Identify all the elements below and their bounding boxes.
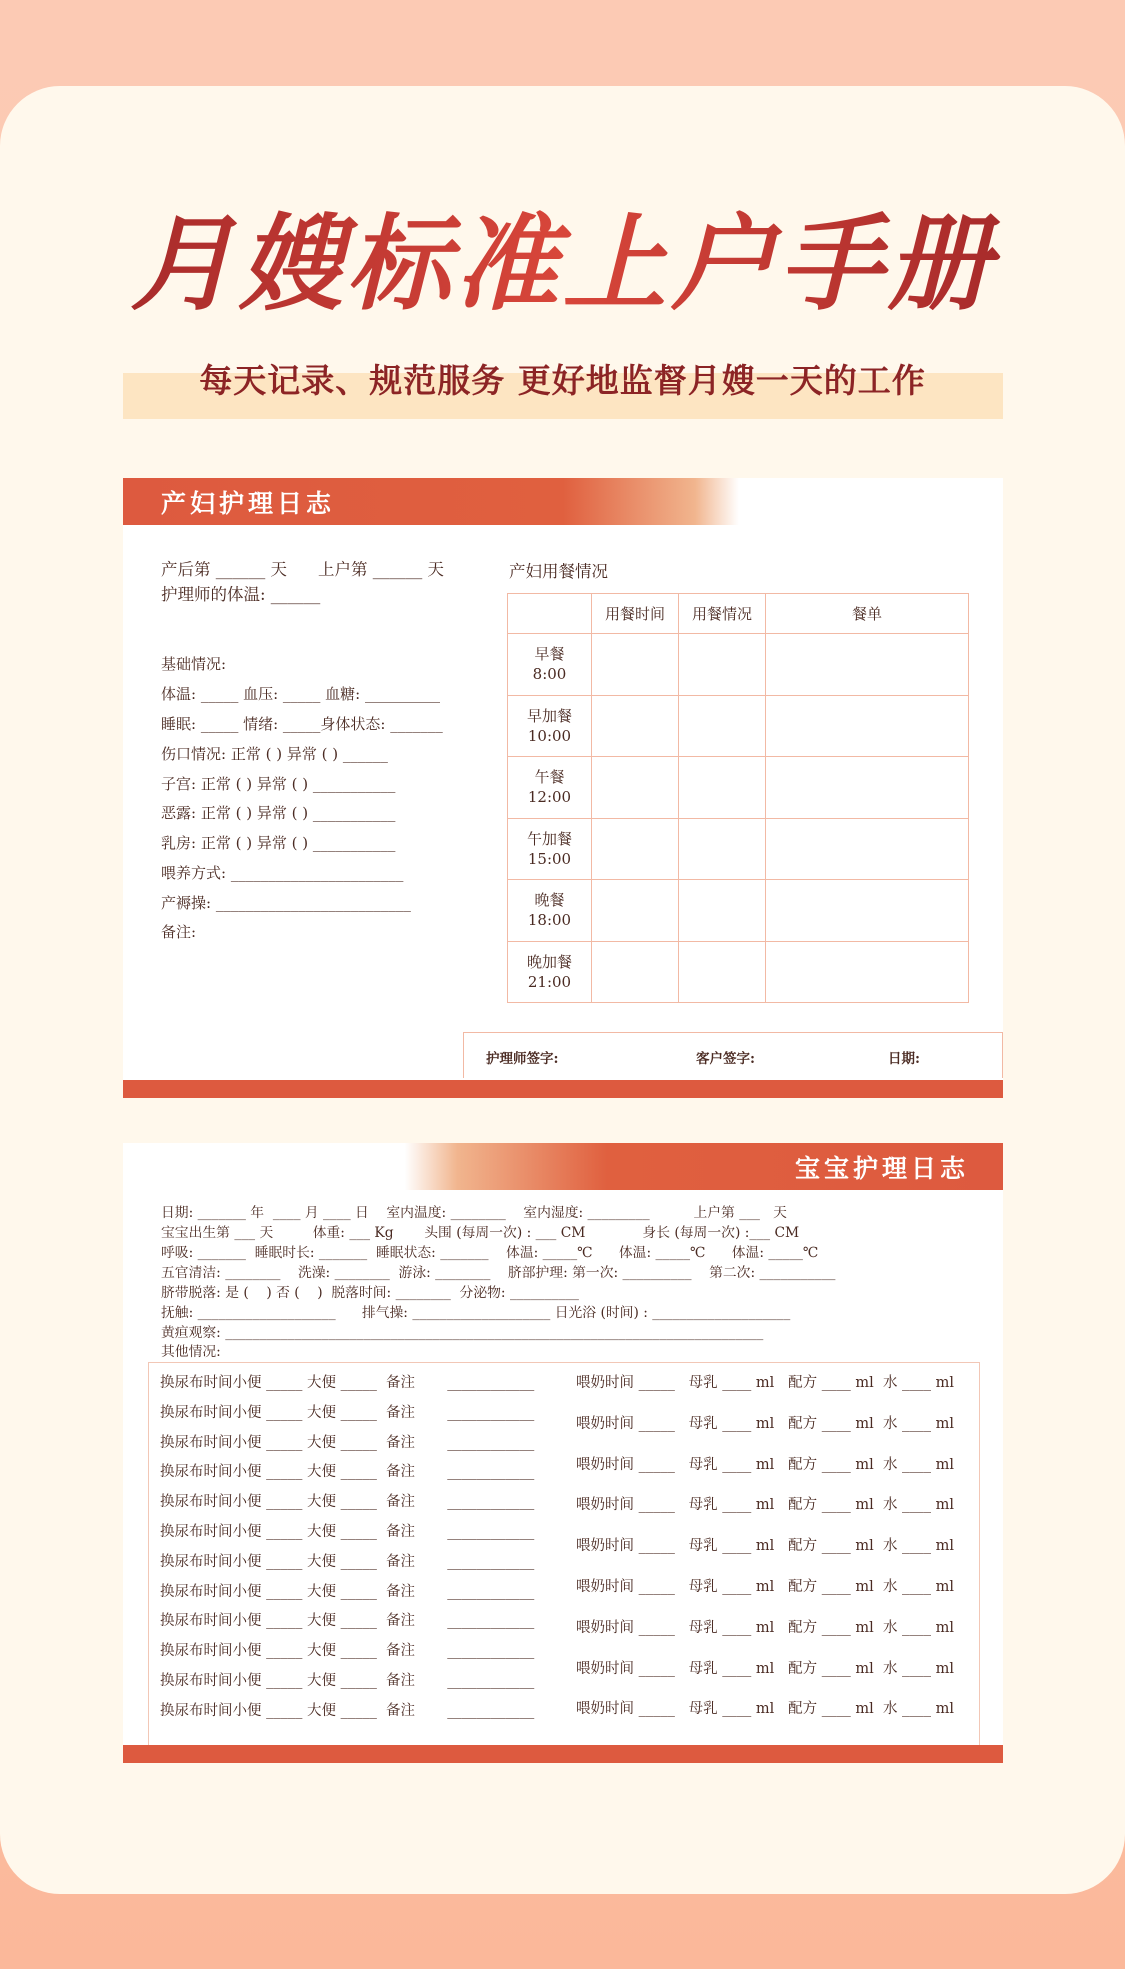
meal-status-cell[interactable]	[679, 695, 766, 757]
postpartum-day-field[interactable]: 产后第 ______ 天	[161, 560, 287, 579]
basic-line[interactable]: 睡眠: _____ 情绪: _____身体状态: _______	[161, 715, 443, 733]
meal-col-menu: 餐单	[766, 594, 969, 634]
basic-line[interactable]: 伤口情况: 正常 ( ) 异常 ( ) ______	[161, 745, 388, 763]
meal-time-cell[interactable]	[592, 818, 679, 880]
meal-status-cell[interactable]	[679, 634, 766, 696]
feeding-record-row[interactable]: 喂奶时间 _____ 母乳 ____ ml 配方 ____ ml 水 ____ ml	[576, 1456, 955, 1473]
client-signature-field[interactable]: 客户签字:	[696, 1051, 755, 1067]
baby-info-line[interactable]: 呼吸: _______ 睡眠时长: _______ 睡眠状态: _______ 体温: _____℃ 体温: _____℃ 体温: _____℃	[161, 1245, 819, 1261]
meal-time: 10:00	[527, 726, 572, 745]
mother-log-footer-bar	[123, 1080, 1003, 1098]
mother-log-section	[123, 478, 1003, 1098]
meal-time-cell[interactable]	[592, 634, 679, 696]
baby-info-line: 其他情况:	[161, 1344, 221, 1360]
baby-log-section	[123, 1143, 1003, 1763]
meal-time: 12:00	[527, 788, 572, 807]
meal-table-header	[508, 594, 969, 634]
meal-name: 早餐	[534, 645, 565, 663]
meal-col-blank	[508, 594, 592, 634]
meal-time-cell[interactable]	[592, 757, 679, 819]
baby-info-line[interactable]: 脐带脱落: 是 ( ) 否 ( ) 脱落时间: ________ 分泌物: __________	[161, 1285, 579, 1301]
meal-name: 早加餐	[526, 706, 572, 725]
baby-log-footer-bar	[123, 1745, 1003, 1763]
feeding-record-row[interactable]: 喂奶时间 _____ 母乳 ____ ml 配方 ____ ml 水 ____ ml	[576, 1415, 955, 1432]
nurse-temp-field[interactable]: 护理师的体温: ______	[161, 585, 321, 604]
meal-col-time: 用餐时间	[592, 594, 679, 634]
meal-name-cell	[508, 941, 592, 1003]
meal-row	[508, 818, 969, 880]
page-title: 月嫂标准上户手册	[0, 180, 1125, 330]
diaper-record-row[interactable]: 换尿布时间小便 _____ 大便 _____ 备注 ____________	[160, 1494, 535, 1511]
meal-time-cell[interactable]	[592, 880, 679, 942]
basic-line: 备注:	[161, 923, 197, 941]
diaper-record-row[interactable]: 换尿布时间小便 _____ 大便 _____ 备注 ____________	[160, 1553, 535, 1570]
basic-line[interactable]: 产褥操: __________________________	[161, 894, 411, 912]
meal-status-cell[interactable]	[679, 757, 766, 819]
diaper-record-row[interactable]: 换尿布时间小便 _____ 大便 _____ 备注 ____________	[160, 1643, 535, 1660]
date-field[interactable]: 日期:	[888, 1051, 920, 1067]
meal-name-cell	[508, 695, 592, 757]
meal-time: 18:00	[527, 911, 572, 930]
mother-log-title: 产妇护理日志	[161, 489, 336, 518]
diaper-record-row[interactable]: 换尿布时间小便 _____ 大便 _____ 备注 ____________	[160, 1524, 535, 1540]
meal-name: 午加餐	[526, 829, 572, 848]
meal-time-cell[interactable]	[592, 695, 679, 757]
feeding-record-row[interactable]: 喂奶时间 _____ 母乳 ____ ml 配方 ____ ml 水 ____ ml	[576, 1660, 955, 1677]
meal-menu-cell[interactable]	[766, 634, 969, 696]
meal-heading: 产妇用餐情况	[509, 562, 608, 581]
meal-row	[508, 757, 969, 819]
mother-log-header	[123, 478, 1003, 525]
meal-row	[508, 634, 969, 696]
feeding-record-row[interactable]: 喂奶时间 _____ 母乳 ____ ml 配方 ____ ml 水 ____ ml	[576, 1701, 955, 1718]
signature-bar	[463, 1032, 1003, 1078]
baby-log-title: 宝宝护理日志	[794, 1154, 969, 1183]
feeding-record-row[interactable]: 喂奶时间 _____ 母乳 ____ ml 配方 ____ ml 水 ____ ml	[576, 1538, 955, 1555]
meal-menu-cell[interactable]	[766, 941, 969, 1003]
meal-name: 午餐	[534, 768, 565, 786]
meal-name-cell	[508, 634, 592, 696]
baby-info-line[interactable]: 日期: _______ 年 ____ 月 ____ 日 室内温度: ________ 室内湿度: _________ 上户第 ___ 天	[161, 1205, 787, 1221]
diaper-record-row[interactable]: 换尿布时间小便 _____ 大便 _____ 备注 ____________	[160, 1673, 535, 1689]
baby-log-header	[123, 1143, 1003, 1190]
basic-heading: 基础情况:	[161, 655, 227, 673]
meal-time: 15:00	[527, 849, 572, 868]
baby-info-line[interactable]: 五官清洁: ________ 洗澡: ________ 游泳: ________ 脐部护理: 第一次: __________ 第二次: ___________	[161, 1265, 836, 1281]
diaper-record-row[interactable]: 换尿布时间小便 _____ 大便 _____ 备注 ____________	[160, 1434, 535, 1451]
meal-status-cell[interactable]	[679, 941, 766, 1003]
feeding-record-row[interactable]: 喂奶时间 _____ 母乳 ____ ml 配方 ____ ml 水 ____ ml	[576, 1375, 955, 1391]
meal-menu-cell[interactable]	[766, 757, 969, 819]
meal-status-cell[interactable]	[679, 818, 766, 880]
diaper-record-row[interactable]: 换尿布时间小便 _____ 大便 _____ 备注 ____________	[160, 1404, 535, 1421]
meal-col-status: 用餐情况	[679, 594, 766, 634]
feeding-record-row[interactable]: 喂奶时间 _____ 母乳 ____ ml 配方 ____ ml 水 ____ ml	[576, 1497, 955, 1514]
meal-time: 21:00	[527, 972, 572, 991]
meal-name-cell	[508, 757, 592, 819]
feeding-record-row[interactable]: 喂奶时间 _____ 母乳 ____ ml 配方 ____ ml 水 ____ ml	[576, 1619, 955, 1636]
meal-row	[508, 695, 969, 757]
meal-table	[507, 593, 969, 1003]
meal-time: 8:00	[532, 665, 567, 684]
diaper-record-row[interactable]: 换尿布时间小便 _____ 大便 _____ 备注 ____________	[160, 1464, 535, 1481]
diaper-record-row[interactable]: 换尿布时间小便 _____ 大便 _____ 备注 ____________	[160, 1375, 535, 1391]
basic-line[interactable]: 体温: _____ 血压: _____ 血糖: __________	[161, 685, 441, 703]
page-subtitle: 每天记录、规范服务 更好地监督月嫂一天的工作	[199, 361, 926, 400]
service-day-field[interactable]: 上户第 ______ 天	[318, 560, 444, 579]
nurse-signature-field[interactable]: 护理师签字:	[486, 1051, 559, 1067]
baby-info-line[interactable]: 抚触: ____________________ 排气操: ____________________ 日光浴 (时间) : ____________________	[161, 1305, 791, 1321]
meal-time-cell[interactable]	[592, 941, 679, 1003]
baby-record-grid	[148, 1362, 980, 1745]
meal-name: 晚餐	[534, 891, 565, 909]
diaper-record-row[interactable]: 换尿布时间小便 _____ 大便 _____ 备注 ____________	[160, 1613, 535, 1630]
meal-name-cell	[508, 880, 592, 942]
basic-line[interactable]: 恶露: 正常 ( ) 异常 ( ) ___________	[161, 804, 396, 822]
meal-row	[508, 880, 969, 942]
meal-menu-cell[interactable]	[766, 880, 969, 942]
meal-menu-cell[interactable]	[766, 695, 969, 757]
basic-line[interactable]: 喂养方式: _______________________	[161, 864, 404, 882]
baby-info-line[interactable]: 黄疸观察: ______________________________________________________________________________	[161, 1325, 764, 1341]
meal-menu-cell[interactable]	[766, 818, 969, 880]
diaper-record-row[interactable]: 换尿布时间小便 _____ 大便 _____ 备注 ____________	[160, 1702, 535, 1719]
diaper-record-row[interactable]: 换尿布时间小便 _____ 大便 _____ 备注 ____________	[160, 1583, 535, 1600]
meal-status-cell[interactable]	[679, 880, 766, 942]
meal-name: 晚加餐	[526, 952, 572, 971]
basic-line[interactable]: 乳房: 正常 ( ) 异常 ( ) ___________	[161, 834, 396, 852]
feeding-record-row[interactable]: 喂奶时间 _____ 母乳 ____ ml 配方 ____ ml 水 ____ ml	[576, 1579, 955, 1595]
basic-line[interactable]: 子宫: 正常 ( ) 异常 ( ) ___________	[161, 775, 396, 793]
meal-name-cell	[508, 818, 592, 880]
meal-row	[508, 941, 969, 1003]
baby-info-line[interactable]: 宝宝出生第 ___ 天 体重: ___ Kg 头围 (每周一次) : ___ CM 身长 (每周一次) :___ CM	[161, 1225, 800, 1241]
